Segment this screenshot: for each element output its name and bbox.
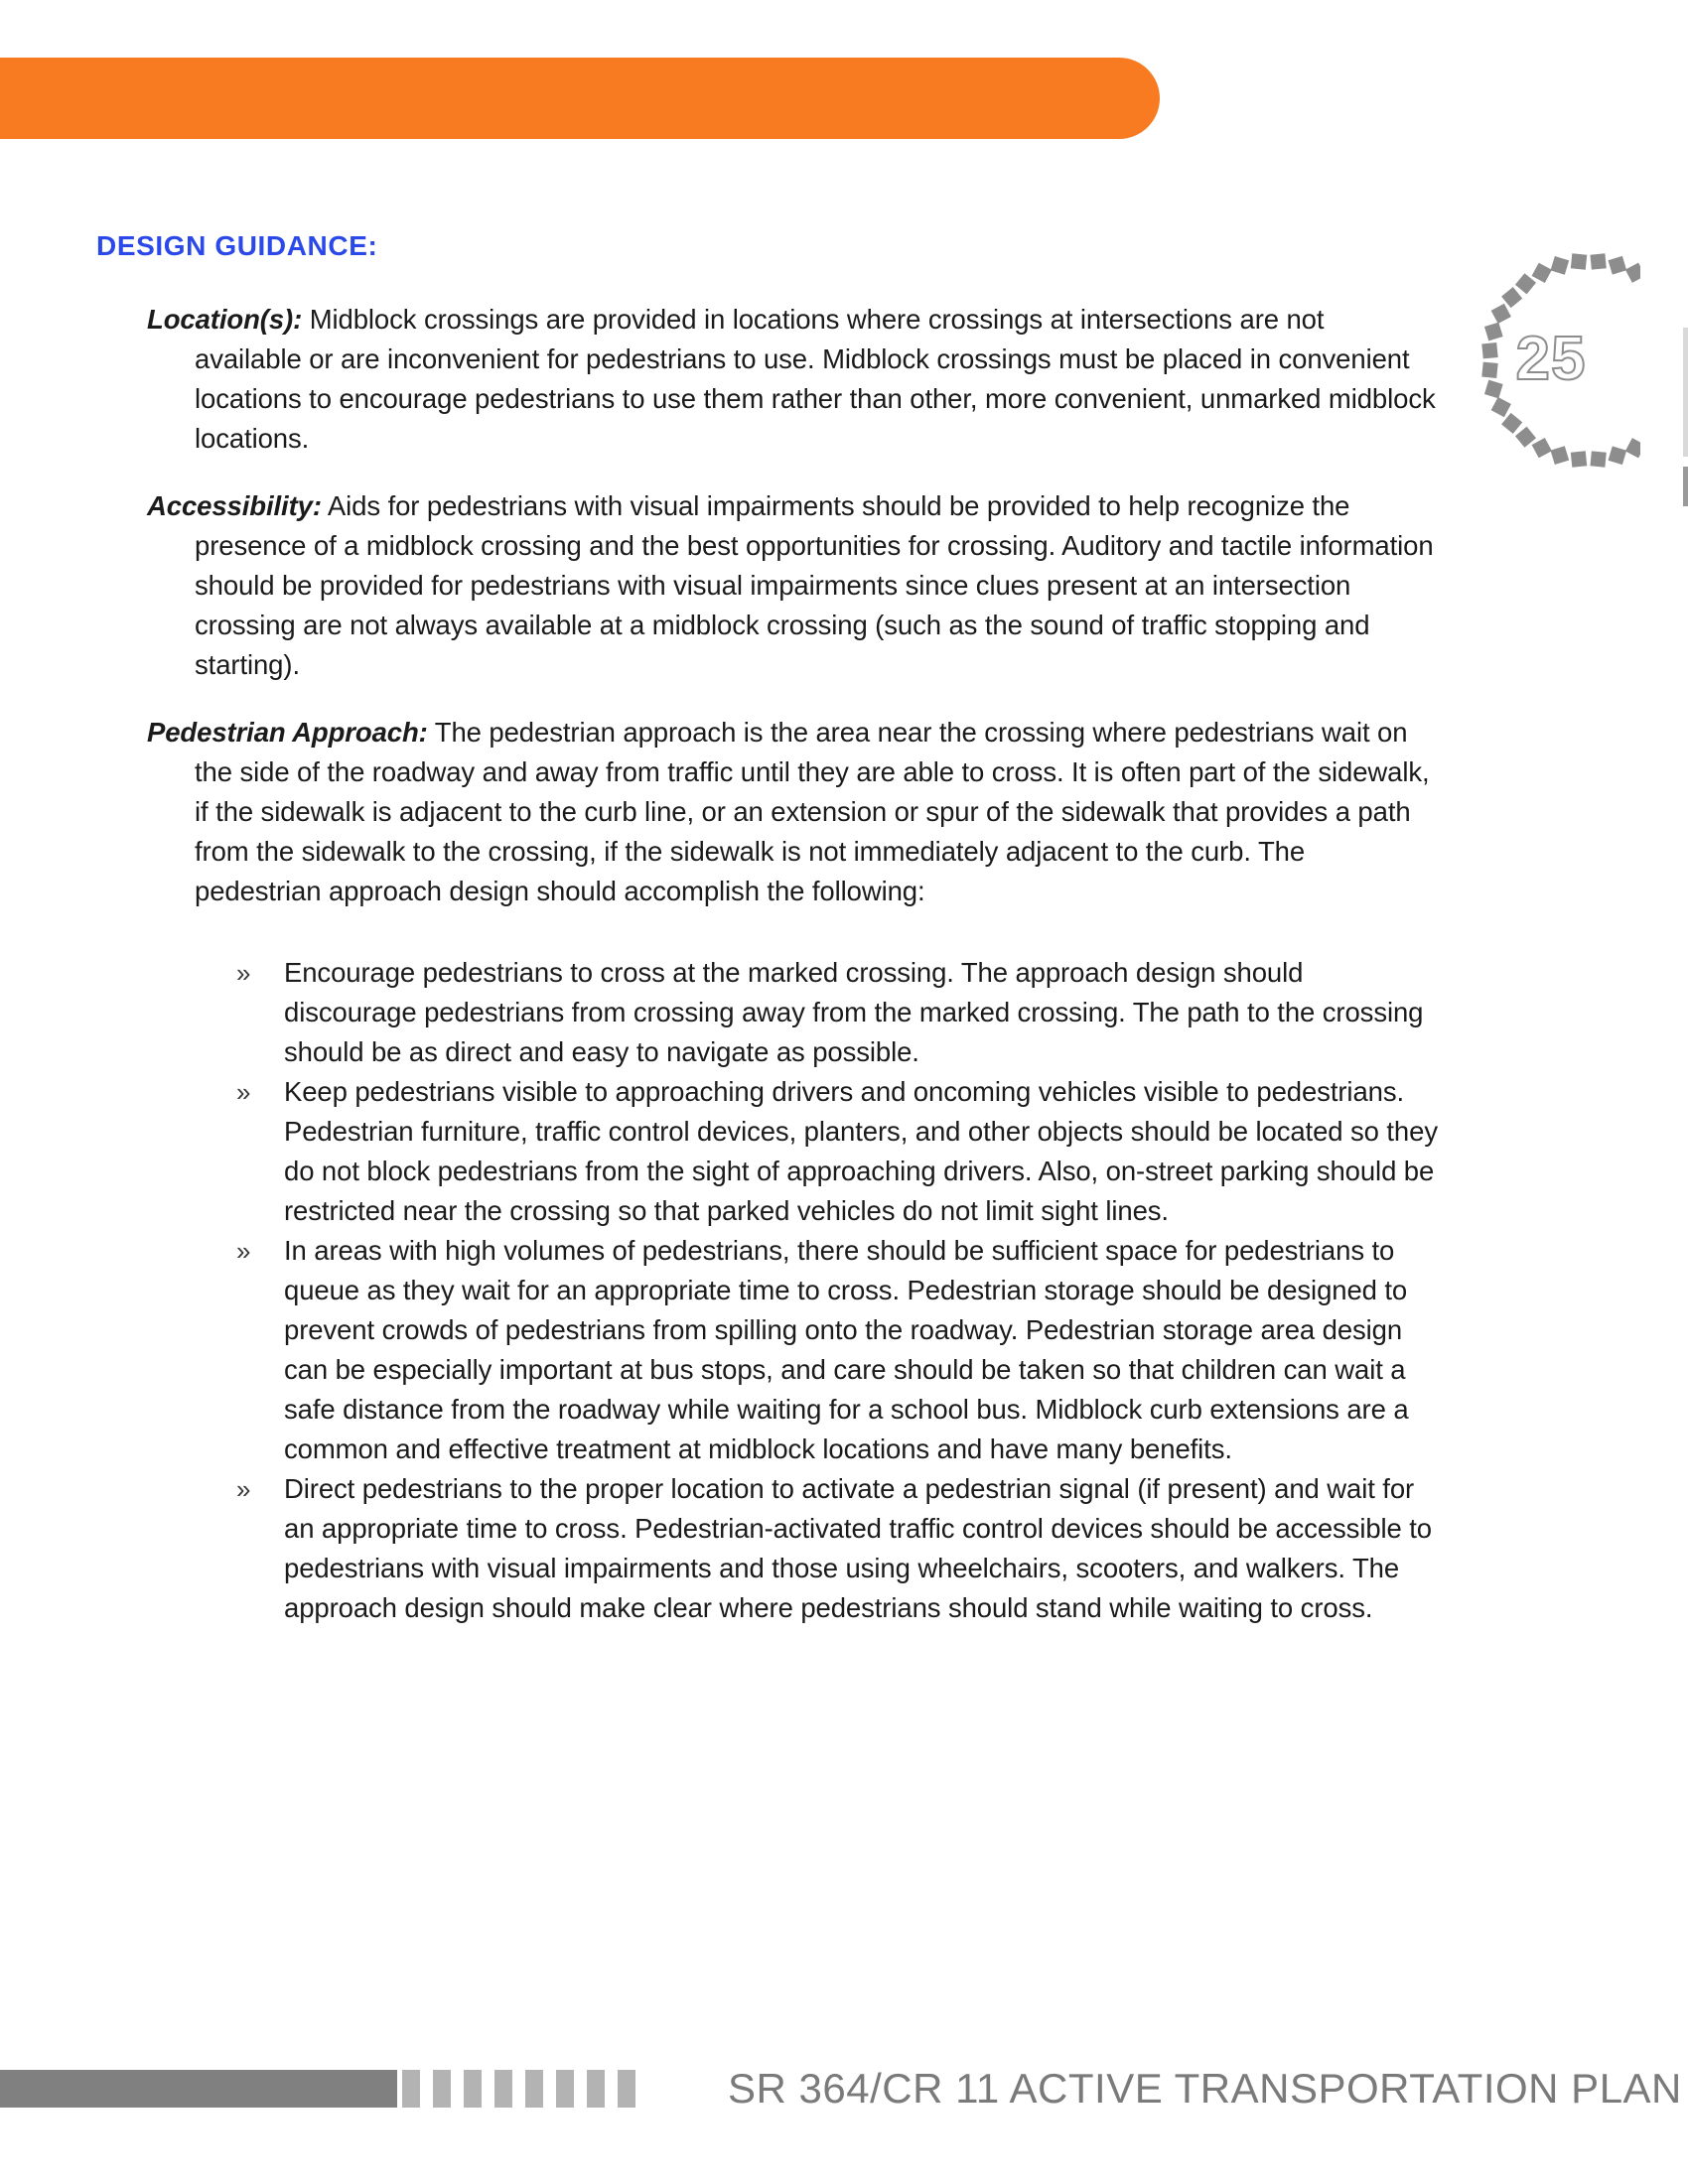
list-item-text: In areas with high volumes of pedestrians, there should be sufficient space for pedestrians to queue as they wait for an appropriate time to cross. Pedestrian storage should be designed to prevent crowds of pedestrians from spilling onto the roadway. Pedestrian storage area design can be especially important at bus stops, and care should be taken so that children can wait a safe distance from the roadway while waiting for a school bus. Midblock curb extensions are a common and effective treatment at midblock locations and have many benefits. — [284, 1235, 1409, 1464]
paragraph-lead-pedestrian-approach: Pedestrian Approach: — [147, 717, 428, 748]
paragraph-lead-accessibility: Accessibility: — [147, 490, 322, 521]
list-item — [236, 1469, 1438, 1628]
paragraph-pedestrian-approach — [147, 713, 1438, 911]
list-item-text: Direct pedestrians to the proper location to activate a pedestrian signal (if present) and wait for an appropriate time to cross. Pedestrian-activated traffic control devices should be accessible to pedestrians with visual impairments and those using wheelchairs, scooters, and walkers. The approach design should make clear where pedestrians should stand while waiting to cross. — [284, 1473, 1432, 1623]
paragraph-body-accessibility: Aids for pedestrians with visual impairments should be provided to help recognize the presence of a midblock crossing and the best opportunities for crossing. Auditory and tactile information should be provided for pedestrians with visual impairments since clues present at an intersection crossing are not always available at a midblock crossing (such as the sound of traffic stopping and starting). — [195, 490, 1434, 680]
page-edge-marker — [1683, 328, 1688, 457]
footer-tick — [618, 2070, 635, 2108]
bullet-marker-icon: » — [236, 1236, 251, 1266]
page-number: 25 — [1515, 325, 1587, 393]
bullet-marker-icon: » — [236, 1077, 251, 1107]
list-item — [236, 1072, 1438, 1231]
list-item — [236, 1231, 1438, 1469]
paragraph-body-location: Midblock crossings are provided in locations where crossings at intersections are not available or are inconvenient for pedestrians to use. Midblock crossings must be placed in convenient locations to encourage pedestrians to use them rather than other, more convenient, unmarked midblock locations. — [195, 304, 1436, 454]
page-number-badge — [1462, 236, 1640, 484]
footer-tick — [464, 2070, 482, 2108]
page-edge-marker-lower — [1683, 467, 1688, 506]
footer-tick — [587, 2070, 605, 2108]
page-footer — [0, 2063, 1688, 2113]
bullet-list — [147, 953, 1438, 1628]
bullet-marker-icon: » — [236, 958, 251, 988]
paragraph-location — [147, 300, 1438, 459]
footer-tick — [556, 2070, 574, 2108]
orange-header-banner — [0, 58, 1160, 139]
paragraph-accessibility — [147, 486, 1438, 685]
document-body — [147, 300, 1438, 1628]
footer-tick — [525, 2070, 543, 2108]
footer-tick — [494, 2070, 512, 2108]
list-item-text: Keep pedestrians visible to approaching drivers and oncoming vehicles visible to pedestrians. Pedestrian furniture, traffic control devices, planters, and other objects should be located so they do not block pedestrians from the sight of approaching drivers. Also, on-street parking should be restricted near the crossing so that parked vehicles do not limit sight lines. — [284, 1076, 1438, 1226]
list-item-text: Encourage pedestrians to cross at the marked crossing. The approach design should discourage pedestrians from crossing away from the marked crossing. The path to the crossing should be as direct and easy to navigate as possible. — [284, 957, 1424, 1067]
page-title: DESIGN GUIDANCE: — [96, 230, 378, 261]
footer-tick — [433, 2070, 451, 2108]
footer-solid-bar — [0, 2070, 397, 2108]
footer-tick — [402, 2070, 420, 2108]
footer-tick-marks — [402, 2070, 635, 2108]
paragraph-body-pedestrian-approach: The pedestrian approach is the area near the crossing where pedestrians wait on the side of the roadway and away from traffic until they are able to cross. It is often part of the sidewalk, if the sidewalk is adjacent to the curb line, or an extension or spur of the sidewalk that provides a path from the sidewalk to the crossing, if the sidewalk is not immediately adjacent to the curb. The pedestrian approach design should accomplish the following: — [195, 717, 1430, 906]
paragraph-lead-location: Location(s): — [147, 304, 303, 335]
list-item — [236, 953, 1438, 1072]
footer-title: SR 364/CR 11 ACTIVE TRANSPORTATION PLAN — [728, 2065, 1682, 2112]
bullet-marker-icon: » — [236, 1474, 251, 1504]
